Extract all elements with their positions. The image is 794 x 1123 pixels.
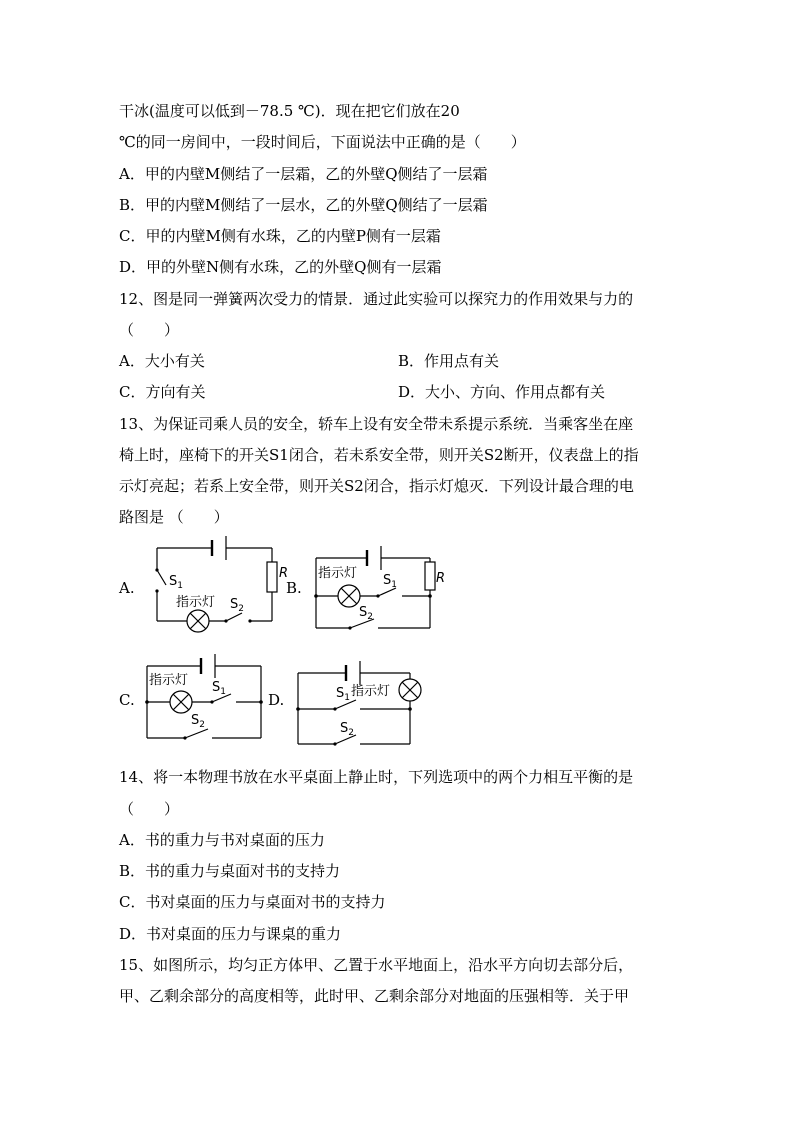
circuit-d-switch1-label: $S_1$ xyxy=(336,686,350,703)
q11-line2: ℃的同一房间中，一段时间后，下面说法中正确的是（ ） xyxy=(119,133,526,151)
circuit-c-label: C. xyxy=(119,691,135,709)
q11-option-d: D．甲的外壁N侧有水珠，乙的外壁Q侧有一层霜 xyxy=(119,258,442,276)
q11-line1: 干冰(温度可以低到－78.5 ℃)．现在把它们放在20 xyxy=(119,102,460,120)
circuit-a-resistor-label: R xyxy=(279,566,289,581)
circuit-a-switch2-label: $S_2$ xyxy=(230,597,244,614)
circuit-b-switch2-label: $S_2$ xyxy=(359,605,373,622)
q15-line1: 15、如图所示，均匀正方体甲、乙置于水平地面上，沿水平方向切去部分后， xyxy=(119,956,634,974)
q11-option-c: C．甲的内壁M侧有水珠，乙的内壁P侧有一层霜 xyxy=(119,227,441,245)
circuit-b-label: B. xyxy=(286,579,302,597)
circuit-a-battery xyxy=(212,536,226,560)
q12-option-c: C．方向有关 xyxy=(119,383,206,401)
q14-answer-paren: （ ） xyxy=(119,800,180,818)
circuit-b-switch1-label: $S_1$ xyxy=(383,573,397,590)
circuit-b-battery xyxy=(367,546,381,570)
circuit-b-lamp-label: 指示灯 xyxy=(318,566,358,581)
circuit-c-switch2-label: $S_2$ xyxy=(191,713,205,730)
circuit-a-lamp-label: 指示灯 xyxy=(176,595,216,610)
circuit-d-label: D. xyxy=(268,691,285,709)
q14-option-d: D．书对桌面的压力与课桌的重力 xyxy=(119,925,342,943)
circuit-b-resistor-label: R xyxy=(436,571,446,586)
q12-answer-paren: （ ） xyxy=(119,321,180,339)
q13-line3: 示灯亮起；若系上安全带，则开关S2闭合，指示灯熄灭．下列设计最合理的电 xyxy=(119,477,634,495)
circuit-d-battery xyxy=(346,661,360,685)
q13-line4: 路图是 （ ） xyxy=(119,508,229,526)
q14-stem: 14、将一本物理书放在水平桌面上静止时，下列选项中的两个力相互平衡的是 xyxy=(119,768,634,786)
circuit-d-switch2-label: $S_2$ xyxy=(340,721,354,738)
q12-stem: 12、图是同一弹簧两次受力的情景．通过此实验可以探究力的作用效果与力的 xyxy=(119,290,634,308)
circuit-c-switch1-label: $S_1$ xyxy=(212,680,226,697)
q11-option-a: A．甲的内壁M侧结了一层霜，乙的外壁Q侧结了一层霜 xyxy=(119,165,488,183)
q11-option-b: B．甲的内壁M侧结了一层水，乙的外壁Q侧结了一层霜 xyxy=(119,196,488,214)
q14-option-c: C．书对桌面的压力与桌面对书的支持力 xyxy=(119,893,386,911)
circuit-a xyxy=(157,548,277,632)
q12-option-b: B．作用点有关 xyxy=(398,352,500,370)
q14-option-b: B．书的重力与桌面对书的支持力 xyxy=(119,862,341,880)
q13-line1: 13、为保证司乘人员的安全，轿车上设有安全带未系提示系统．当乘客坐在座 xyxy=(119,415,634,433)
circuit-c-battery xyxy=(201,654,215,678)
circuit-a-label: A. xyxy=(119,579,135,597)
q15-line2: 甲、乙剩余部分的高度相等，此时甲、乙剩余部分对地面的压强相等．关于甲 xyxy=(119,987,630,1005)
q12-option-a: A．大小有关 xyxy=(119,352,205,370)
q14-option-a: A．书的重力与书对桌面的压力 xyxy=(119,831,325,849)
circuit-a-switch1-label: $S_1$ xyxy=(169,574,183,591)
q12-option-d: D．大小、方向、作用点都有关 xyxy=(398,383,606,401)
q13-line2: 椅上时，座椅下的开关S1闭合，若未系安全带，则开关S2断开，仪表盘上的指 xyxy=(119,446,639,464)
circuit-d-lamp-label: 指示灯 xyxy=(351,684,391,699)
circuit-c-lamp-label: 指示灯 xyxy=(149,673,189,688)
